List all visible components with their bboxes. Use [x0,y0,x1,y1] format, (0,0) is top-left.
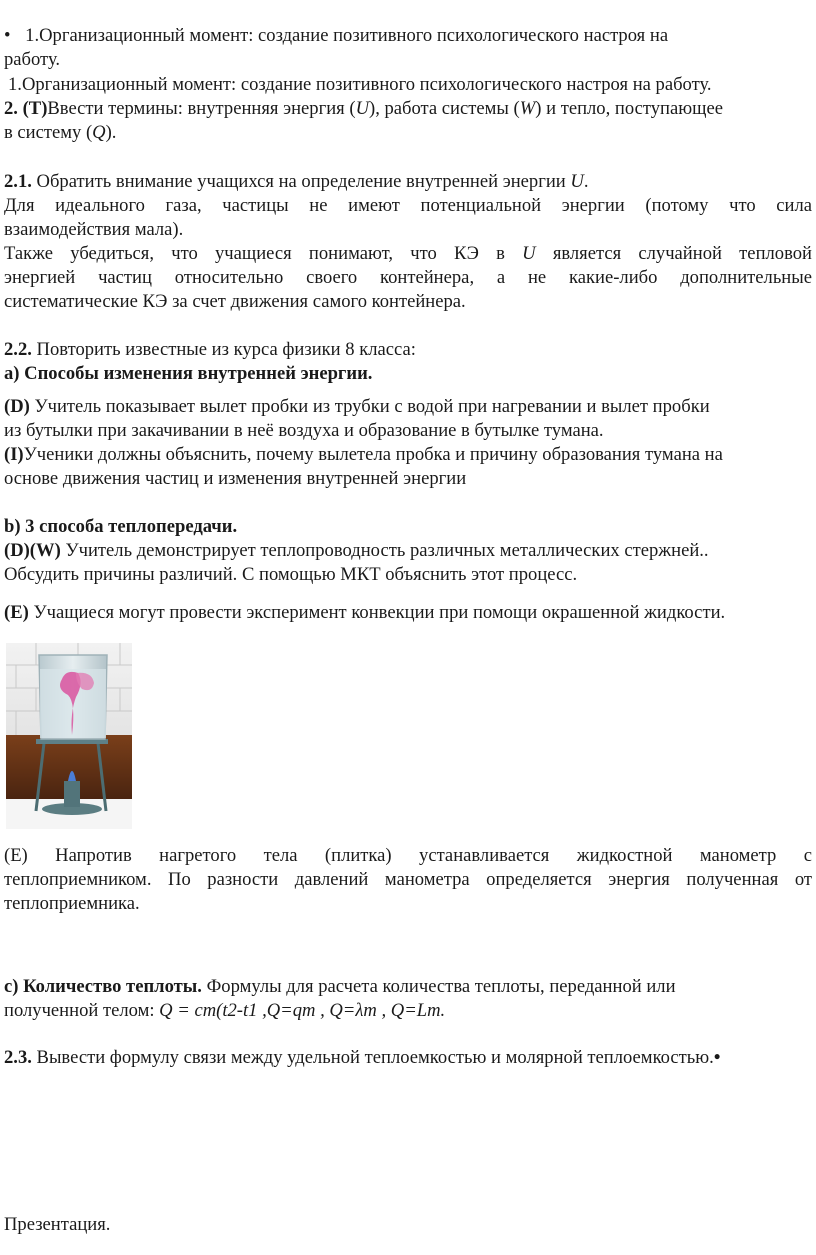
paragraph-line [4,121,812,145]
paragraph-line: Для идеального газа, частицы не имеют потенциальной энергии (потому что сила [4,195,812,216]
text: 1.Организационный момент: создание позитивного психологического настроя на [25,25,669,46]
text: . [583,171,589,192]
paragraph-line: (Е) Напротив нагретого тела (плитка) устанавливается жидкостной манометр с [4,845,812,866]
section-number: 2.1. [4,171,32,192]
tag: (D)(W) [4,540,61,561]
paragraph-line: систематические КЭ за счет движения самого контейнера. [4,291,466,312]
tag: (D) [4,396,30,417]
tag: (I) [4,444,24,465]
subheading: c) Количество теплоты. [4,976,202,997]
paragraph-line [4,539,812,563]
text: Ввести термины: внутренняя энергия ( [47,98,356,119]
paragraph-line: энергией частиц относительно своего контейнера, а не какие-либо дополнительные [4,267,812,288]
text: Также убедиться, что учащиеся понимают, что КЭ в [4,243,505,264]
paragraph-line: Презентация. [4,1214,111,1235]
tag: (E) [4,602,29,623]
paragraph-line: работу. [4,49,61,70]
paragraph-line: теплоприемника. [4,893,140,914]
text: ). [105,122,117,143]
paragraph-line [4,999,812,1023]
section-number: 2.3. [4,1047,32,1068]
text: Вывести формулу связи между удельной теплоемкостью и молярной теплоемкостью. [31,1047,714,1068]
symbol-u: U [355,98,369,119]
text: полученной телом: [4,1000,160,1021]
paragraph-line [4,97,812,121]
paragraph-line [4,443,812,467]
text: ) и тепло, поступающее [535,98,723,119]
text: Повторить известные из курса физики 8 класса: [31,339,416,360]
paragraph-line: Обсудить причины различий. С помощью МКТ объяснить этот процесс. [4,564,578,585]
section-number: 2. (Т) [4,98,48,119]
text: Учитель демонстрирует теплопроводность различных металлических стержней.. [60,540,709,561]
text: Обратить внимание учащихся на определение внутренней энергии [31,171,571,192]
text: Учитель показывает вылет пробки из трубки с водой при нагревании и вылет пробки [29,396,710,417]
paragraph-line [4,975,812,999]
paragraph-line [4,24,812,48]
symbol-q: Q [92,122,106,143]
paragraph-line: 1.Организационный момент: создание позитивного психологического настроя на работу. [8,74,712,95]
paragraph-line [4,242,812,266]
paragraph-line [4,601,812,625]
subheading: а) Способы изменения внутренней энергии. [4,363,373,384]
section-number: 2.2. [4,339,32,360]
paragraph-line: из бутылки при закачивании в неё воздуха и образование в бутылке тумана. [4,420,604,441]
symbol-w: W [519,98,536,119]
paragraph-line: взаимодействия мала). [4,219,184,240]
formula: Q = cm(t2-t1 ,Q=qm , Q=λm , Q=Lm. [159,1000,446,1021]
symbol-u: U [522,243,536,264]
paragraph-line: теплоприемником. По разности давлений манометра определяется энергия полученная от [4,869,812,890]
text: является случайной тепловой [552,243,812,264]
paragraph-line [4,395,812,419]
convection-experiment-photo [6,643,132,829]
symbol-u: U [570,171,584,192]
text: Учащиеся могут провести эксперимент конвекции при помощи окрашенной жидкости. [28,602,726,623]
paragraph-line [4,338,812,362]
paragraph-line [4,170,812,194]
bullet-icon: • [713,1047,721,1068]
subheading: b) 3 способа теплопередачи. [4,516,238,537]
text: в систему ( [4,122,93,143]
paragraph-line: основе движения частиц и изменения внутренней энергии [4,468,467,489]
text: ), работа системы ( [369,98,520,119]
text: Формулы для расчета количества теплоты, переданной или [201,976,676,997]
bullet-icon: • [4,25,11,46]
text: Ученики должны объяснить, почему вылетела пробка и причину образования тумана на [23,444,723,465]
paragraph-line [4,1046,812,1070]
